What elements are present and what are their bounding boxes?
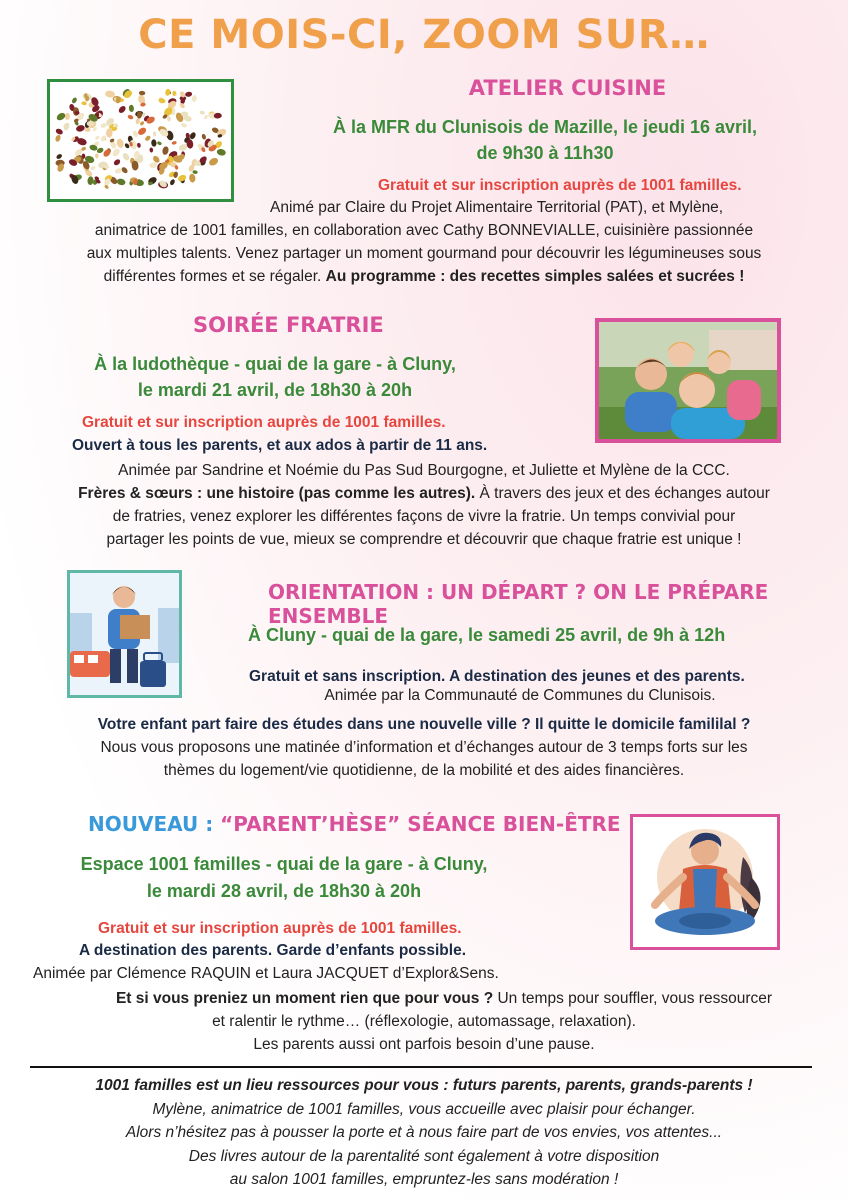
atelier-note: Gratuit et sur inscription auprès de 1001 familles. bbox=[378, 177, 742, 194]
parenthese-question: Et si vous preniez un moment rien que pour vous ? bbox=[115, 990, 494, 1007]
page-title: CE MOIS-CI, ZOOM SUR… bbox=[138, 12, 710, 58]
fratrie-audience: Ouvert à tous les parents, et aux ados à partir de 11 ans. bbox=[72, 437, 488, 454]
parenthese-title-text: “PARENT’HÈSE” SÉANCE BIEN-ÊTRE bbox=[220, 812, 621, 836]
fratrie-title: SOIRÉE FRATRIE bbox=[193, 313, 384, 337]
parenthese-desc-line: Un temps pour souffler, vous ressourcer bbox=[497, 990, 773, 1007]
legumes-image bbox=[47, 79, 234, 202]
parenthese-desc-line: Les parents aussi ont parfois besoin d’une pause. bbox=[253, 1036, 595, 1053]
fratrie-time: le mardi 21 avril, de 18h30 à 20h bbox=[137, 380, 413, 400]
atelier-title: ATELIER CUISINE bbox=[468, 76, 667, 100]
parenthese-time: le mardi 28 avril, de 18h30 à 20h bbox=[146, 881, 422, 901]
orientation-desc-line: Nous vous proposons une matinée d’information et d’échanges autour de 3 temps forts sur les bbox=[100, 739, 748, 756]
orientation-host: Animée par la Communauté de Communes du Clunisois. bbox=[324, 687, 716, 704]
orientation-description bbox=[0, 736, 848, 782]
orientation-title: ORIENTATION : UN DÉPART ? ON LE PRÉPARE ENSEMBLE bbox=[268, 580, 769, 628]
fratrie-place: À la ludothèque - quai de la gare - à Cluny, bbox=[94, 354, 456, 374]
parenthese-desc-line: et ralentir le rythme… (réflexologie, automassage, relaxation). bbox=[212, 1013, 636, 1030]
parenthese-title bbox=[88, 812, 621, 836]
fratrie-desc-line: de fratries, venez explorer les différentes façons de vivre la fratrie. Un temps convivial pour bbox=[112, 508, 736, 525]
fratrie-desc-line: À travers des jeux et des échanges autour bbox=[479, 485, 770, 502]
orientation-note: Gratuit et sans inscription. A destination des jeunes et des parents. bbox=[249, 668, 745, 685]
atelier-program: Au programme : des recettes simples salées et sucrées ! bbox=[325, 268, 745, 285]
atelier-desc-line: animatrice de 1001 familles, en collaboration avec Cathy BONNEVIALLE, cuisinière passionnée bbox=[94, 222, 754, 239]
footer-lead: 1001 familles est un lieu ressources pour vous : futurs parents, parents, grands-parents ! bbox=[95, 1077, 753, 1094]
children-photo bbox=[595, 318, 781, 443]
bean-shape bbox=[104, 165, 109, 169]
fratrie-note: Gratuit et sur inscription auprès de 1001 familles. bbox=[82, 414, 446, 431]
footer-divider bbox=[30, 1066, 812, 1068]
atelier-desc-line: différentes formes et se régaler. bbox=[103, 268, 322, 285]
atelier-desc-line: aux multiples talents. Venez partager un moment gourmand pour découvrir les légumineuses sous bbox=[86, 245, 762, 262]
fratrie-desc-line: Animée par Sandrine et Noémie du Pas Sud Bourgogne, et Juliette et Mylène de la CCC. bbox=[118, 462, 730, 479]
fratrie-desc-line: partager les points de vue, mieux se comprendre et découvrir que chaque fratrie est unique ! bbox=[106, 531, 742, 548]
atelier-place: À la MFR du Clunisois de Mazille, le jeudi 16 avril, bbox=[332, 117, 758, 137]
parenthese-host: Animée par Clémence RAQUIN et Laura JACQUET d’Explor&Sens. bbox=[33, 965, 499, 982]
parenthese-audience: A destination des parents. Garde d’enfants possible. bbox=[79, 942, 467, 959]
footer-line: Des livres autour de la parentalité sont également à votre disposition bbox=[188, 1147, 660, 1165]
footer-line: Mylène, animatrice de 1001 familles, vous accueille avec plaisir pour échanger. bbox=[152, 1100, 696, 1118]
footer bbox=[0, 1074, 848, 1192]
footer-line: au salon 1001 familles, empruntez-les sans modération ! bbox=[229, 1171, 619, 1188]
atelier-description bbox=[0, 196, 848, 288]
orientation-place: À Cluny - quai de la gare, le samedi 25 avril, de 9h à 12h bbox=[248, 625, 726, 645]
bean-shape bbox=[85, 128, 91, 132]
fratrie-tagline: Frères & sœurs : une histoire (pas comme les autres). bbox=[78, 485, 476, 502]
atelier-time: de 9h30 à 11h30 bbox=[476, 143, 614, 163]
parenthese-place: Espace 1001 familles - quai de la gare - à Cluny, bbox=[80, 854, 488, 874]
footer-line: Alors n’hésitez pas à pousser la porte et à nous faire part de vos envies, vos attentes... bbox=[125, 1124, 723, 1141]
parenthese-description bbox=[0, 987, 848, 1056]
atelier-desc-line: Animé par Claire du Projet Alimentaire Territorial (PAT), et Mylène, bbox=[270, 199, 724, 216]
fratrie-description bbox=[0, 459, 848, 551]
orientation-desc-line: thèmes du logement/vie quotidienne, de la mobilité et des aides financières. bbox=[163, 762, 685, 779]
meditation-illustration bbox=[630, 814, 780, 950]
parenthese-new-badge: NOUVEAU : bbox=[88, 812, 214, 836]
parenthese-note: Gratuit et sur inscription auprès de 1001 familles. bbox=[98, 920, 462, 937]
bean-shape bbox=[172, 91, 176, 96]
orientation-question: Votre enfant part faire des études dans une nouvelle ville ? Il quitte le domicile famililal ? bbox=[97, 716, 751, 733]
student-moving-illustration bbox=[67, 570, 182, 698]
